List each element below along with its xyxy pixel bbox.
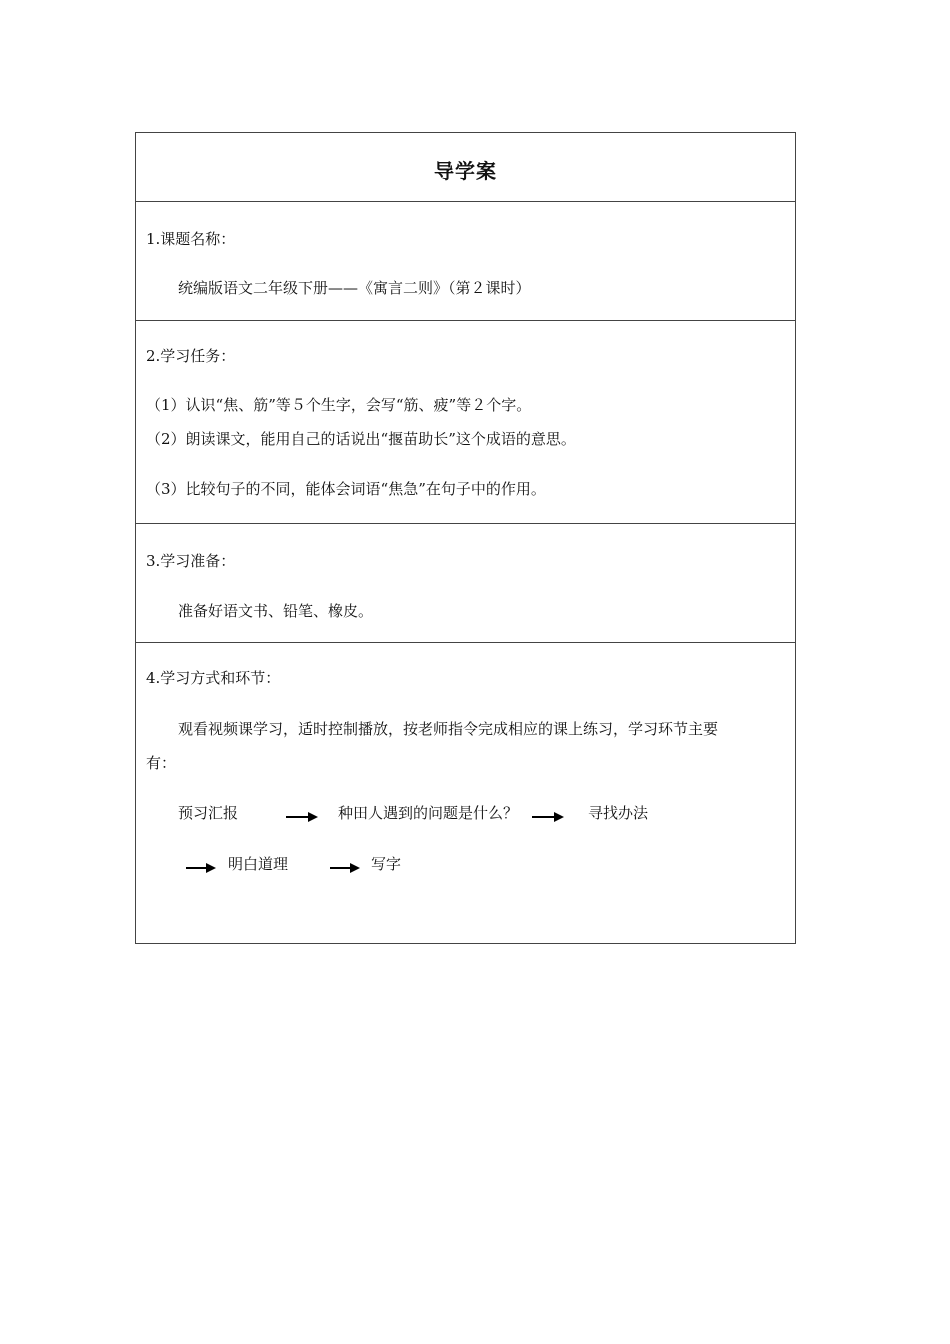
arrow-right-icon <box>330 862 360 874</box>
section-heading: 3.学习准备： <box>146 552 236 570</box>
section-method <box>136 643 795 945</box>
title-row <box>136 133 795 202</box>
section-heading: 2.学习任务： <box>146 347 236 365</box>
section-body: 统编版语文二年级下册——《寓言二则》（第２课时） <box>178 279 531 297</box>
step-label: 写字 <box>371 855 402 873</box>
section-preparation <box>136 524 795 643</box>
section-heading: 4.学习方式和环节： <box>146 669 281 687</box>
step-label: 种田人遇到的问题是什么？ <box>338 804 519 822</box>
task-item: （3）比较句子的不同，能体会词语“焦急”在句子中的作用。 <box>146 480 546 498</box>
arrow-right-icon <box>532 811 564 823</box>
document-title: 导学案 <box>434 159 497 183</box>
task-item: （1）认识“焦、筋”等５个生字，会写“筋、疲”等２个字。 <box>146 396 532 414</box>
section-heading: 1.课题名称： <box>146 230 236 248</box>
arrow-right-icon <box>286 811 318 823</box>
lesson-guide-table <box>135 132 796 944</box>
step-label: 明白道理 <box>228 855 289 873</box>
section-body-line: 观看视频课学习，适时控制播放，按老师指令完成相应的课上练习，学习环节主要 <box>178 720 719 738</box>
arrow-right-icon <box>186 862 216 874</box>
step-label: 预习汇报 <box>178 804 239 822</box>
section-body: 准备好语文书、铅笔、橡皮。 <box>178 602 374 620</box>
section-topic <box>136 202 795 321</box>
section-body-line: 有： <box>146 754 177 772</box>
step-label: 寻找办法 <box>588 804 649 822</box>
section-tasks <box>136 321 795 524</box>
task-item: （2）朗读课文，能用自己的话说出“揠苗助长”这个成语的意思。 <box>146 430 576 448</box>
